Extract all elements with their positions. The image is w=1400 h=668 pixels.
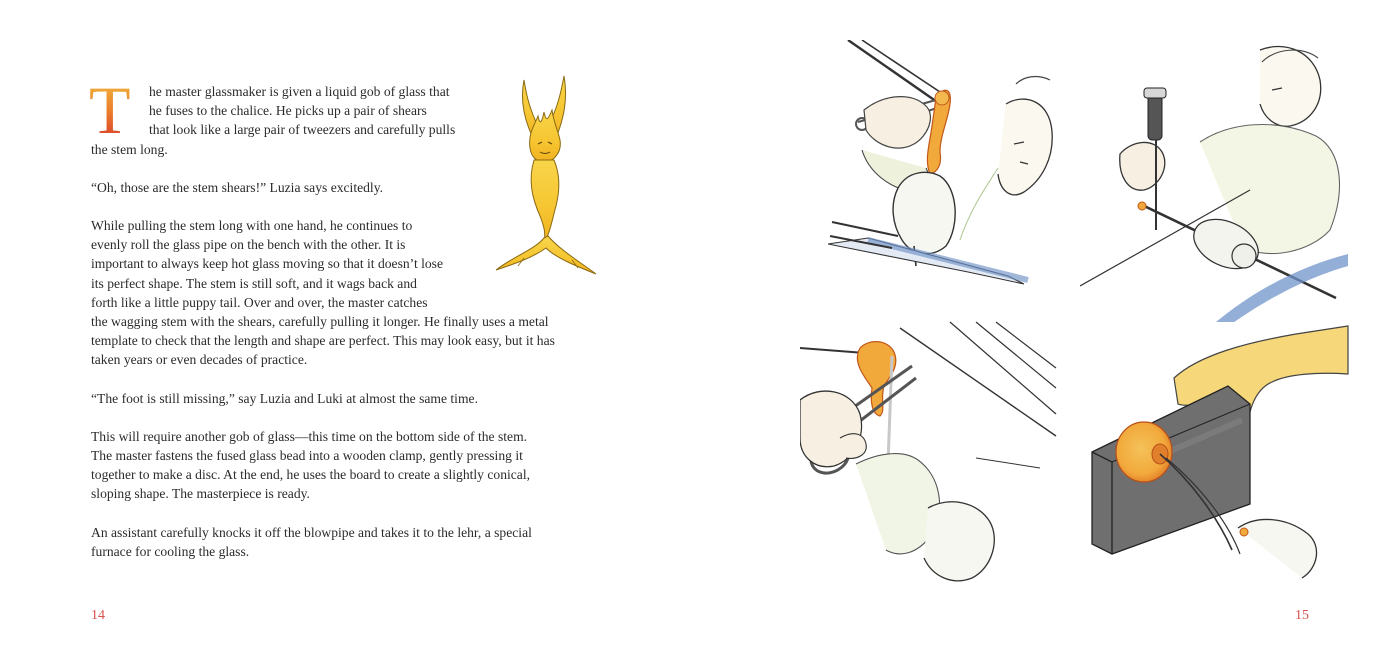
page-number-left: 14 (91, 608, 105, 623)
text-line: An assistant carefully knocks it off the blowpipe and takes it to the lehr, a special (91, 524, 532, 540)
text-line: template to check that the length and shape are perfect. This may look easy, but it has (91, 333, 555, 349)
foot-gob-drawing (800, 318, 1060, 588)
text-line: This will require another gob of glass—this time on the bottom side of the stem. (91, 428, 528, 444)
text-line: “The foot is still missing,” say Luzia and Luki at almost the same time. (91, 390, 478, 406)
text-line: “Oh, those are the stem shears!” Luzia says excitedly. (91, 179, 384, 195)
glass-sprite-drawing (494, 70, 600, 278)
glass-sprite-illustration (494, 70, 600, 278)
text-line: important to always keep hot glass moving so that it doesn’t lose (91, 256, 444, 272)
text-line: taken years or even decades of practice. (91, 352, 308, 368)
text-line: sloping shape. The masterpiece is ready. (91, 486, 310, 502)
text-line: forth like a little puppy tail. Over and over, the master catches (91, 294, 428, 310)
template-check-drawing (1080, 40, 1350, 340)
text-line: the wagging stem with the shears, carefully pulling it longer. He finally uses a metal (91, 314, 549, 330)
text-line: While pulling the stem long with one hand, he continues to (91, 218, 413, 234)
text-line: he fuses to the chalice. He picks up a pair of shears (149, 103, 427, 119)
text-line: evenly roll the glass pipe on the bench with the other. It is (91, 237, 406, 253)
paragraph-6 (91, 523, 591, 561)
text-line: its perfect shape. The stem is still soft, and it wags back and (91, 275, 417, 291)
text-line: he master glassmaker is given a liquid gob of glass that (149, 84, 450, 99)
text-line: the stem long. (91, 141, 168, 157)
page-number-right: 15 (1295, 608, 1309, 623)
text-line: together to make a disc. At the end, he uses the board to create a slightly conical, (91, 467, 531, 483)
illustration-stem-shears (828, 40, 1058, 290)
illustration-foot-board (1082, 322, 1352, 584)
stem-shears-drawing (828, 40, 1058, 290)
paragraph-4 (91, 389, 591, 408)
text-line: that look like a large pair of tweezers and carefully pulls (149, 122, 456, 138)
illustration-foot-gob (800, 318, 1060, 588)
drop-cap: T (89, 72, 131, 148)
paragraph-5 (91, 427, 591, 504)
illustration-template-check (1080, 40, 1350, 340)
right-page (700, 0, 1400, 668)
foot-board-drawing (1082, 322, 1352, 584)
text-line: The master fastens the fused glass bead into a wooden clamp, gently pressing it (91, 448, 523, 464)
text-line: furnace for cooling the glass. (91, 543, 250, 559)
